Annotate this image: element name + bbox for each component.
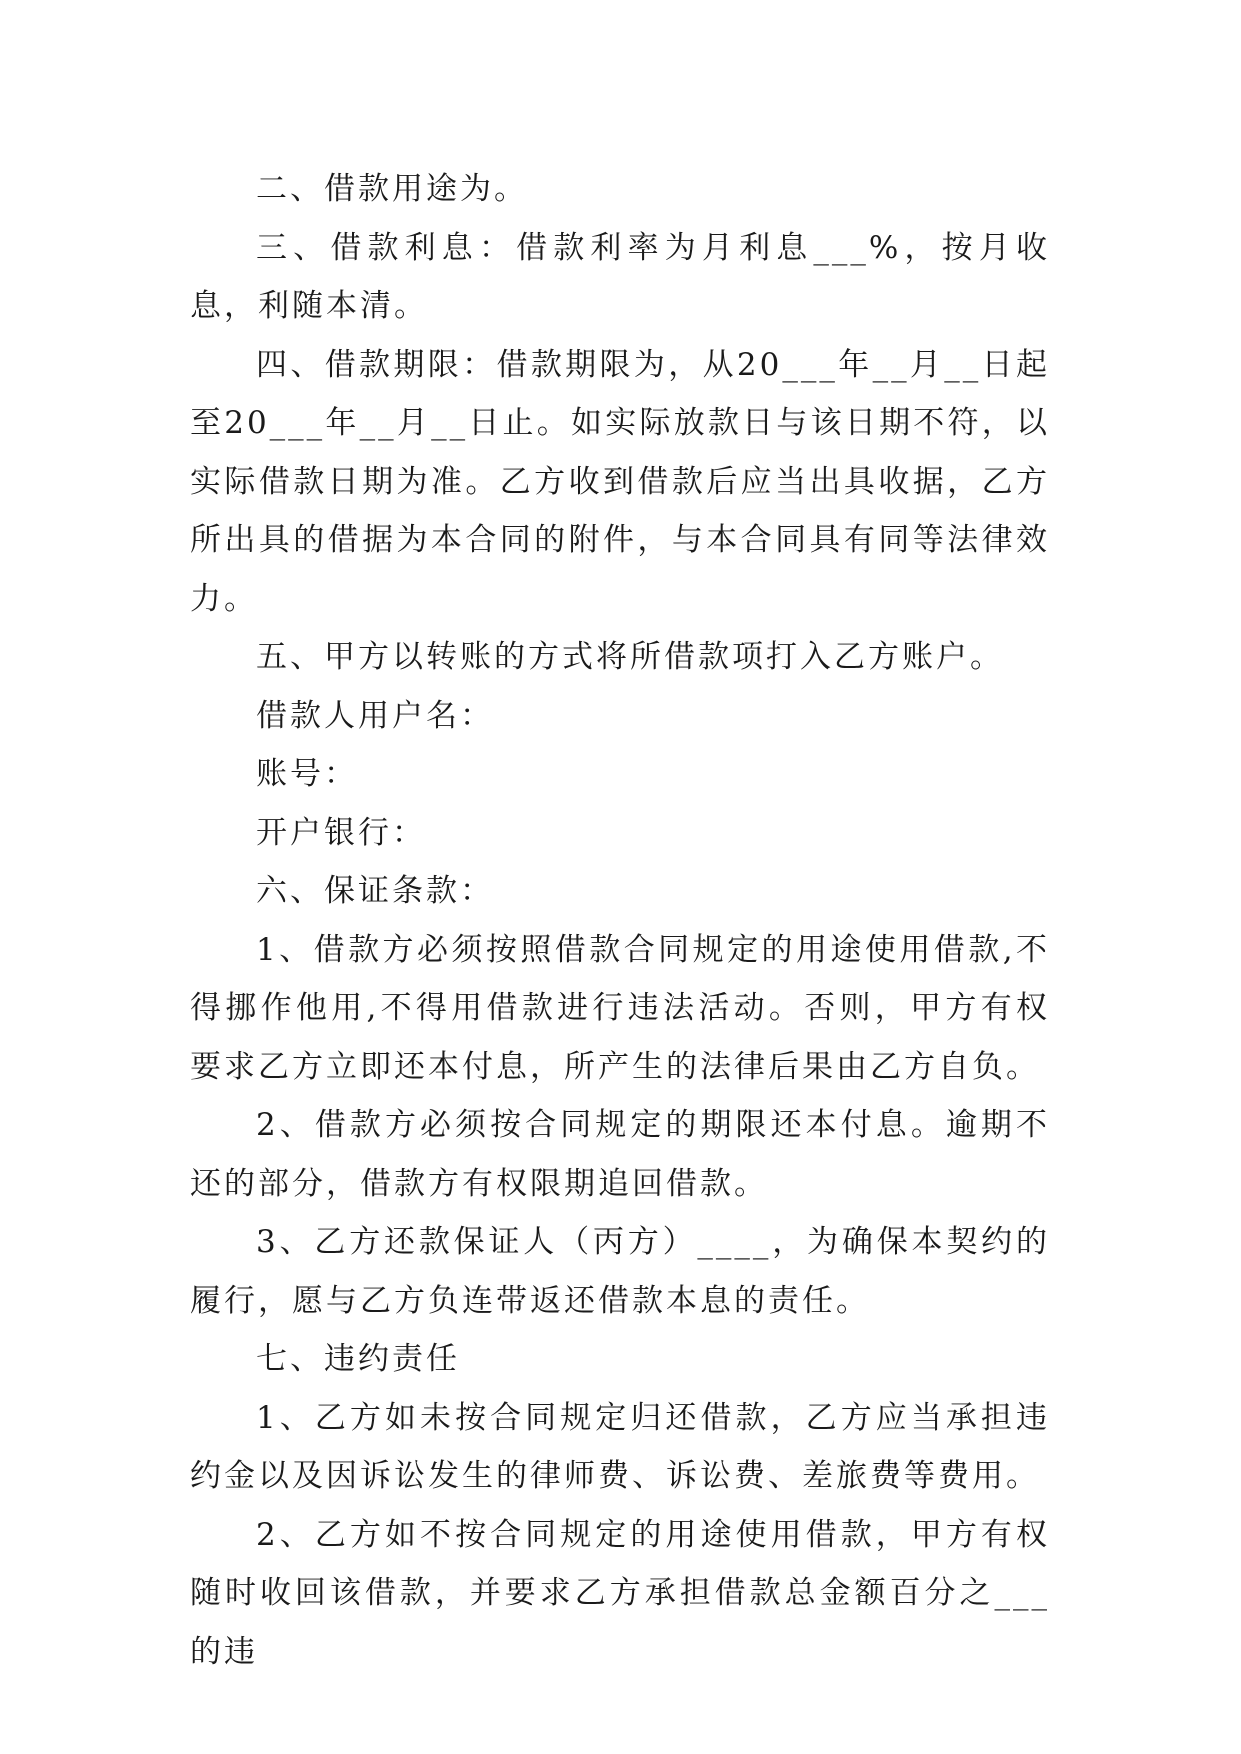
heading-breach-liability: 七、违约责任	[256, 1341, 460, 1377]
paragraph-guarantee-3: 3、乙方还款保证人（丙方）____，为确保本契约的履行，愿与乙方负连带返还借款本息的责任。	[190, 1224, 1050, 1319]
paragraph-loan-term: 四、借款期限：借款期限为，从20___年__月__日起至20___年__月__日止。如实际放款日与该日期不符，以实际借款日期为准。乙方收到借款后应当出具收据，乙方所出具的借据为本合同的附件，与本合同具有同等法律效力。	[190, 346, 1050, 617]
paragraph-breach-1: 1、乙方如未按合同规定归还借款，乙方应当承担违约金以及因诉讼发生的律师费、诉讼费、差旅费等费用。	[190, 1399, 1050, 1494]
field-account-number: 账号：	[256, 756, 358, 792]
paragraph-transfer-method: 五、甲方以转账的方式将所借款项打入乙方账户。	[256, 639, 1004, 675]
paragraph-guarantee-2: 2、借款方必须按合同规定的期限还本付息。逾期不还的部分，借款方有权限期追回借款。	[190, 1107, 1050, 1202]
paragraph-guarantee-1: 1、借款方必须按照借款合同规定的用途使用借款,不得挪作他用,不得用借款进行违法活动。否则，甲方有权要求乙方立即还本付息，所产生的法律后果由乙方自负。	[190, 931, 1050, 1085]
document-body	[190, 160, 1050, 1681]
paragraph-breach-2: 2、乙方如不按合同规定的用途使用借款，甲方有权随时收回该借款，并要求乙方承担借款总金额百分之___的违	[190, 1516, 1050, 1670]
field-bank: 开户银行：	[256, 814, 426, 851]
paragraph-loan-purpose: 二、借款用途为。	[256, 171, 528, 207]
paragraph-loan-interest: 三、借款利息：借款利率为月利息___%，按月收息，利随本清。	[190, 229, 1050, 324]
heading-guarantee-terms: 六、保证条款：	[256, 873, 494, 909]
field-borrower-username: 借款人用户名：	[256, 697, 494, 734]
